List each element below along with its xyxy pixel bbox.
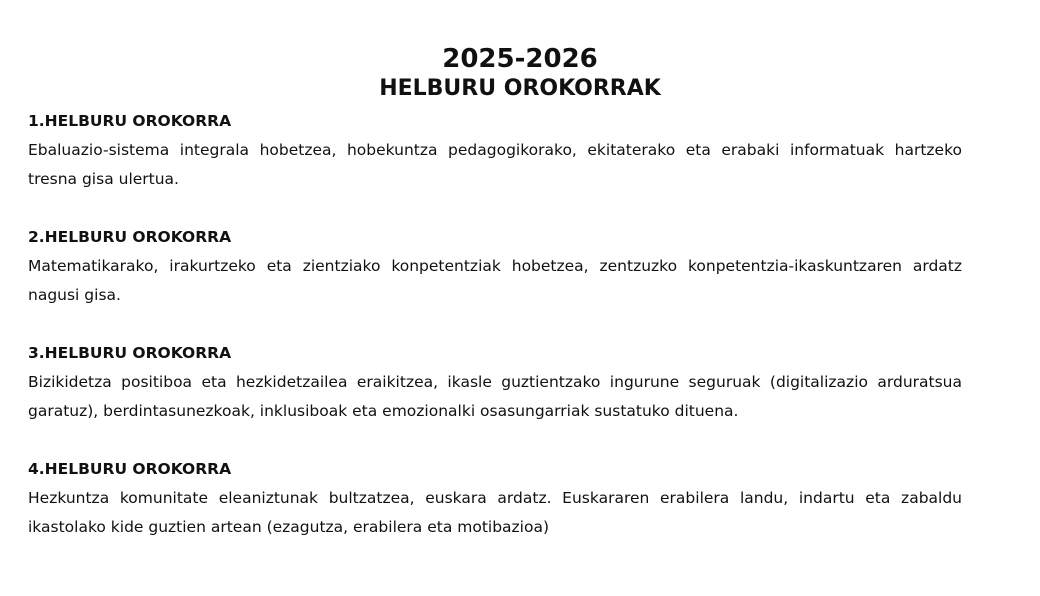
goal-heading: 4.HELBURU OROKORRA	[28, 460, 232, 478]
goal-text: Bizikidetza positiboa eta hezkidetzailea eraikitzea, ikasle guztientzako ingurune seguruak (digitalizazio arduratsua garatuz), berdintasunezkoak, inklusiboak eta emozionalki osasungarriak sustatuko dituena.	[28, 373, 962, 420]
goal-text: Hezkuntza komunitate eleaniztunak bultzatzea, euskara ardatz. Euskararen erabilera landu, indartu eta zabaldu ikastolako kide guztien artean (ezagutza, erabilera eta motibazioa)	[28, 489, 962, 536]
goal-heading: 1.HELBURU OROKORRA	[28, 112, 232, 130]
page-title: HELBURU OROKORRAK	[379, 76, 661, 101]
goal-section-1	[28, 107, 962, 194]
goal-text: Ebaluazio-sistema integrala hobetzea, hobekuntza pedagogikorako, ekitaterako eta erabaki informatuak hartzeko tresna gisa ulertua.	[28, 141, 962, 188]
goal-heading: 3.HELBURU OROKORRA	[28, 344, 232, 362]
goal-section-3	[28, 339, 962, 426]
goal-text: Matematikarako, irakurtzeko eta zientziako konpetentziak hobetzea, zentzuzko konpetentzia-ikaskuntzaren ardatz nagusi gisa.	[28, 257, 962, 304]
goal-section-2	[28, 223, 962, 310]
goals-list	[28, 107, 962, 542]
goal-section-4	[28, 455, 962, 542]
year-heading: 2025-2026	[442, 44, 598, 74]
goal-heading: 2.HELBURU OROKORRA	[28, 228, 232, 246]
